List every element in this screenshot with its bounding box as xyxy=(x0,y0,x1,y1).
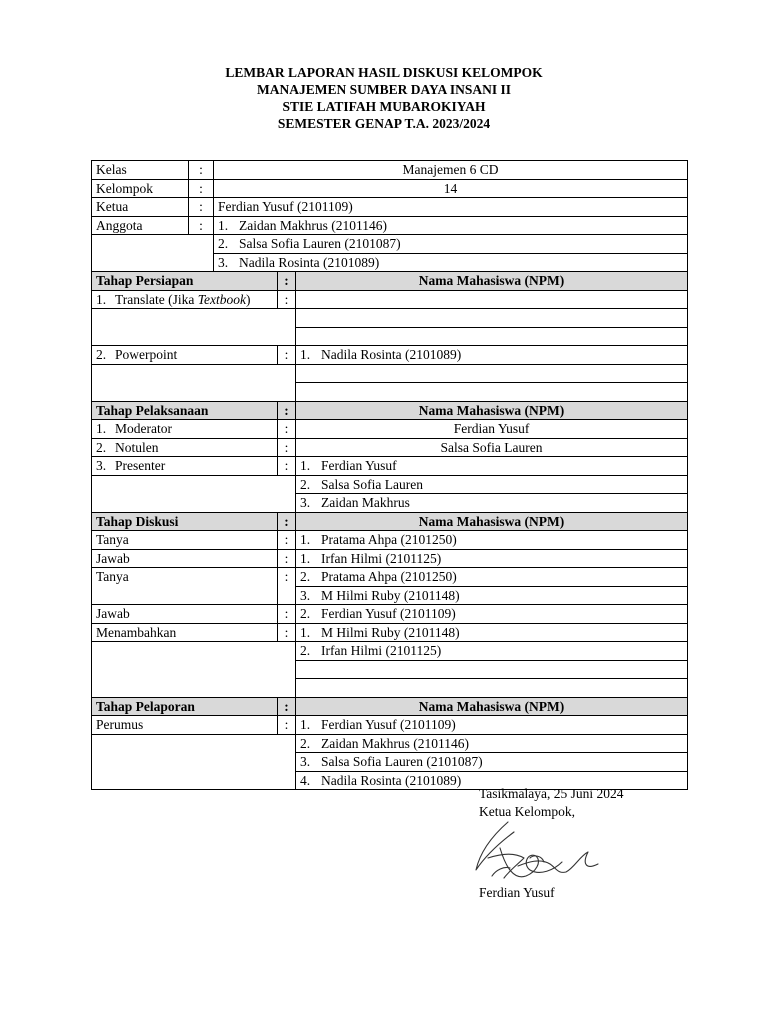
section-title: Tahap Pelaporan xyxy=(92,697,278,716)
colon: : xyxy=(278,346,296,365)
colon: : xyxy=(278,697,296,716)
member-name: Ferdian Yusuf (2101109) xyxy=(321,606,456,621)
task-text: Powerpoint xyxy=(115,347,178,362)
colon: : xyxy=(189,216,214,235)
nama-header: Nama Mahasiswa (NPM) xyxy=(296,512,688,531)
colon: : xyxy=(278,716,296,735)
section-title: Tahap Diskusi xyxy=(92,512,278,531)
member-name: Ferdian Yusuf (2101109) xyxy=(321,717,456,732)
member-name: Zaidan Makhrus (2101146) xyxy=(321,735,469,751)
table-row xyxy=(92,420,688,439)
section-title: Tahap Persiapan xyxy=(92,272,278,291)
ketua-label: Ketua xyxy=(92,198,189,217)
item-number: 2. xyxy=(300,606,311,621)
colon: : xyxy=(278,457,296,476)
item-number: 4. xyxy=(300,772,311,788)
colon: : xyxy=(278,401,296,420)
signer-role: Ketua Kelompok, xyxy=(479,804,575,819)
colon: : xyxy=(278,531,296,550)
member-name: Nadila Rosinta (2101089) xyxy=(239,254,380,270)
section-title: Tahap Pelaksanaan xyxy=(92,401,278,420)
member-name: M Hilmi Ruby (2101148) xyxy=(321,587,460,603)
colon: : xyxy=(189,161,214,180)
member-name: Nadila Rosinta (2101089) xyxy=(321,772,462,788)
member-name: Salsa Sofia Lauren (2101087) xyxy=(239,236,401,251)
section-header-diskusi xyxy=(92,512,688,531)
table-row xyxy=(92,568,688,587)
member-name: Ferdian Yusuf xyxy=(296,420,688,439)
item-number: 2. xyxy=(300,476,311,492)
item-number: 3. xyxy=(218,254,229,270)
colon: : xyxy=(278,605,296,624)
anggota-item xyxy=(214,235,688,254)
empty-cell xyxy=(296,679,688,698)
info-row-kelompok xyxy=(92,179,688,198)
empty-cell xyxy=(296,290,688,309)
table-row xyxy=(92,346,688,365)
task-text: Translate (Jika xyxy=(115,291,198,307)
item-number: 3. xyxy=(300,495,311,510)
item-number: 1. xyxy=(300,717,311,732)
task-label xyxy=(92,346,278,365)
nama-header: Nama Mahasiswa (NPM) xyxy=(296,272,688,291)
empty-cell xyxy=(92,642,296,698)
task-label xyxy=(92,290,278,309)
member-name: Salsa Sofia Lauren xyxy=(321,476,423,492)
table-row xyxy=(92,457,688,476)
empty-cell xyxy=(92,309,296,346)
empty-cell xyxy=(296,383,688,402)
list-item xyxy=(296,716,688,735)
item-number: 1. xyxy=(300,532,311,547)
item-number: 3. xyxy=(300,587,311,603)
list-item xyxy=(296,753,688,772)
item-number: 3. xyxy=(300,754,311,769)
list-item xyxy=(296,531,688,550)
anggota-item xyxy=(214,253,688,272)
activity-label: Menambahkan xyxy=(92,623,278,642)
list-item xyxy=(296,623,688,642)
table-row xyxy=(92,475,688,494)
kelas-label: Kelas xyxy=(92,161,189,180)
task-text: Moderator xyxy=(115,421,172,436)
table-row xyxy=(92,309,688,328)
report-table xyxy=(91,160,688,790)
task-text: Presenter xyxy=(115,458,166,473)
table-row xyxy=(92,364,688,383)
table-row xyxy=(92,734,688,753)
kelompok-label: Kelompok xyxy=(92,179,189,198)
colon: : xyxy=(189,179,214,198)
item-number: 1. xyxy=(96,291,107,307)
table-row xyxy=(92,623,688,642)
document-title xyxy=(0,64,768,132)
list-item xyxy=(296,457,688,476)
title-line-2: MANAJEMEN SUMBER DAYA INSANI II xyxy=(256,82,512,97)
handwritten-signature xyxy=(470,818,610,890)
task-label xyxy=(92,420,278,439)
list-item xyxy=(296,494,688,513)
member-name: Nadila Rosinta (2101089) xyxy=(321,347,462,362)
empty-cell xyxy=(296,660,688,679)
colon: : xyxy=(189,198,214,217)
list-item xyxy=(296,346,688,365)
list-item xyxy=(296,642,688,661)
table-row xyxy=(92,716,688,735)
list-item xyxy=(296,605,688,624)
member-name: Pratama Ahpa (2101250) xyxy=(321,532,457,547)
member-name: Zaidan Makhrus (2101146) xyxy=(239,217,387,233)
member-name: M Hilmi Ruby (2101148) xyxy=(321,624,460,640)
colon: : xyxy=(278,512,296,531)
activity-label: Tanya xyxy=(92,568,278,605)
ketua-value: Ferdian Yusuf (2101109) xyxy=(214,198,688,217)
info-row-kelas xyxy=(92,161,688,180)
empty-cell xyxy=(92,364,296,401)
list-item xyxy=(296,568,688,587)
kelas-value: Manajemen 6 CD xyxy=(214,161,688,180)
table-row xyxy=(92,642,688,661)
task-text: ) xyxy=(246,291,251,307)
colon: : xyxy=(278,420,296,439)
task-text: Notulen xyxy=(115,439,159,455)
colon: : xyxy=(278,623,296,642)
signer-name: Ferdian Yusuf xyxy=(479,885,555,900)
colon: : xyxy=(278,438,296,457)
table-row xyxy=(92,438,688,457)
empty-cell xyxy=(296,327,688,346)
nama-header: Nama Mahasiswa (NPM) xyxy=(296,697,688,716)
anggota-label: Anggota xyxy=(92,216,189,235)
item-number: 1. xyxy=(96,421,107,436)
item-number: 2. xyxy=(300,643,311,658)
empty-cell xyxy=(92,475,296,512)
list-item xyxy=(296,549,688,568)
activity-label: Jawab xyxy=(92,605,278,624)
item-number: 1. xyxy=(218,217,229,233)
kelompok-value: 14 xyxy=(214,179,688,198)
table-row xyxy=(92,290,688,309)
list-item xyxy=(296,734,688,753)
info-row-ketua xyxy=(92,198,688,217)
empty-cell xyxy=(92,734,296,790)
list-item xyxy=(296,475,688,494)
nama-header: Nama Mahasiswa (NPM) xyxy=(296,401,688,420)
anggota-item xyxy=(214,216,688,235)
activity-label: Jawab xyxy=(92,549,278,568)
item-number: 3. xyxy=(96,458,107,473)
member-name: Salsa Sofia Lauren xyxy=(296,438,688,457)
colon: : xyxy=(278,290,296,309)
activity-label: Perumus xyxy=(92,716,278,735)
item-number: 1. xyxy=(300,624,311,640)
item-number: 2. xyxy=(96,439,107,455)
title-line-1: LEMBAR LAPORAN HASIL DISKUSI KELOMPOK xyxy=(225,65,543,80)
member-name: Pratama Ahpa (2101250) xyxy=(321,569,457,584)
title-line-4: SEMESTER GENAP T.A. 2023/2024 xyxy=(277,116,491,131)
list-item xyxy=(296,586,688,605)
info-row-anggota xyxy=(92,235,688,254)
colon: : xyxy=(278,549,296,568)
item-number: 2. xyxy=(96,347,107,362)
colon: : xyxy=(278,568,296,605)
member-name: Salsa Sofia Lauren (2101087) xyxy=(321,754,483,769)
title-line-3: STIE LATIFAH MUBAROKIYAH xyxy=(282,99,486,114)
empty-cell xyxy=(92,235,214,272)
item-number: 2. xyxy=(218,236,229,251)
empty-cell xyxy=(296,309,688,328)
item-number: 2. xyxy=(300,569,311,584)
table-row xyxy=(92,531,688,550)
colon: : xyxy=(278,272,296,291)
section-header-pelaksanaan xyxy=(92,401,688,420)
item-number: 1. xyxy=(300,347,311,362)
member-name: Zaidan Makhrus xyxy=(321,495,410,510)
info-row-anggota xyxy=(92,216,688,235)
table-row xyxy=(92,605,688,624)
section-header-persiapan xyxy=(92,272,688,291)
item-number: 2. xyxy=(300,735,311,751)
member-name: Irfan Hilmi (2101125) xyxy=(321,643,442,658)
task-label xyxy=(92,438,278,457)
task-text-italic: Textbook xyxy=(197,291,246,307)
task-label xyxy=(92,457,278,476)
member-name: Ferdian Yusuf xyxy=(321,458,397,473)
activity-label: Tanya xyxy=(92,531,278,550)
member-name: Irfan Hilmi (2101125) xyxy=(321,550,442,566)
table-row xyxy=(92,549,688,568)
item-number: 1. xyxy=(300,550,311,566)
place-date: Tasikmalaya, 25 Juni 2024 xyxy=(479,786,624,801)
empty-cell xyxy=(296,364,688,383)
section-header-pelaporan xyxy=(92,697,688,716)
item-number: 1. xyxy=(300,458,311,473)
